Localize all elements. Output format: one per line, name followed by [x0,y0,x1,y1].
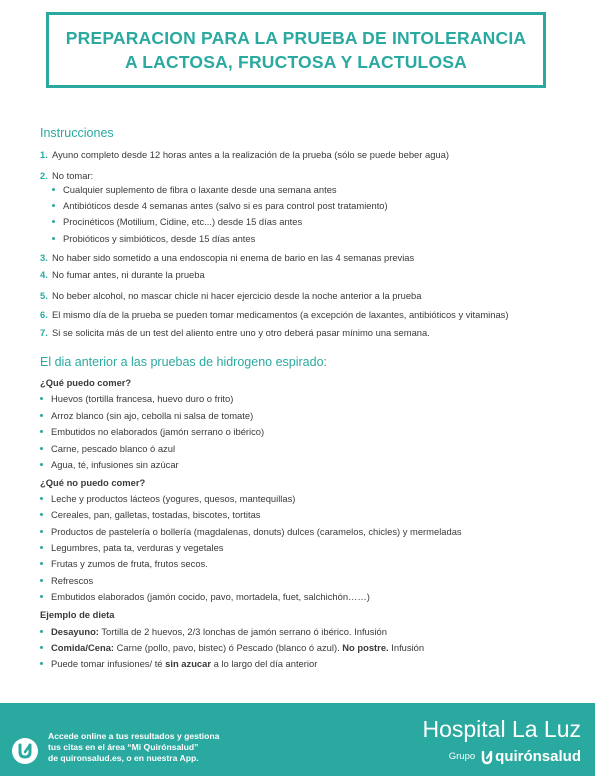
instructions-heading: Instrucciones [40,126,114,140]
can-eat-heading: ¿Qué puedo comer? [40,377,132,388]
group-brand: Grupo quirónsalud [448,748,581,765]
day-before-heading: El dia anterior a las pruebas de hidrogeno espirado: [40,355,327,369]
list-item: Comida/Cena: Carne (pollo, pavo, bistec) ó Pescado (blanco ó azul). No postre. Infusión [40,642,424,654]
list-item: Probióticos y simbióticos, desde 15 días antes [52,233,255,245]
instruction-item: 6. El mismo día de la prueba se pueden tomar medicamentos (a excepción de laxantes, antibióticos y vitaminas) [40,309,509,320]
list-item: Embutidos elaborados (jamón cocido, pavo, mortadela, fuet, salchichón……) [40,591,370,603]
list-item: Carne, pescado blanco ó azul [40,443,175,455]
list-item: Refrescos [40,575,93,587]
list-item: Frutas y zumos de fruta, frutos secos. [40,558,208,570]
title-line-2: A LACTOSA, FRUCTOSA Y LACTULOSA [125,52,467,72]
list-item: Cualquier suplemento de fibra o laxante desde una semana antes [52,184,337,196]
instruction-item: 3. No haber sido sometido a una endoscopia ni enema de bario en las 4 semanas previas [40,252,415,263]
title-line-1: PREPARACION PARA LA PRUEBA DE INTOLERANCIA [65,28,527,48]
list-item: Huevos (tortilla francesa, huevo duro o frito) [40,393,233,405]
title-box [46,12,546,88]
instruction-item: 5. No beber alcohol, no mascar chicle ni hacer ejercicio desde la noche anterior a la prueba [40,290,422,301]
cannot-eat-heading: ¿Qué no puedo comer? [40,477,146,488]
list-item: Leche y productos lácteos (yogures, quesos, mantequillas) [40,493,295,505]
list-item: Puede tomar infusiones/ té sin azucar a lo largo del día anterior [40,658,317,670]
instruction-item: 2. No tomar: [40,170,94,181]
list-item: Desayuno: Tortilla de 2 huevos, 2/3 lonchas de jamón serrano ó ibérico. Infusión [40,626,387,638]
list-item: Procinéticos (Motilium, Cidine, etc...) desde 15 días antes [52,216,302,228]
list-item: Legumbres, pata ta, verduras y vegetales [40,542,224,554]
list-item: Arroz blanco (sin ajo, cebolla ni salsa de tomate) [40,410,253,422]
instruction-item: 1. Ayuno completo desde 12 horas antes a la realización de la prueba (sólo se puede beber agua) [40,149,449,160]
quironsalud-brand-icon [481,751,493,765]
list-item: Antibióticos desde 4 semanas antes (salvo si es para control post tratamiento) [52,200,388,212]
list-item: Productos de pastelería o bollería (magdalenas, donuts) dulces (caramelos, chicles) y mermeladas [40,526,462,538]
list-item: Cereales, pan, galletas, tostadas, biscotes, tortitas [40,509,261,521]
quironsalud-logo-icon [12,738,38,764]
hospital-name: Hospital La Luz [422,716,581,742]
instruction-item: 7. Si se solicita más de un test del aliento entre uno y otro deberá pasar mínimo una semana. [40,327,430,338]
list-item: Embutidos no elaborados (jamón serrano o ibérico) [40,426,264,438]
diet-heading: Ejemplo de dieta [40,609,115,620]
instruction-item: 4. No fumar antes, ni durante la prueba [40,269,205,280]
list-item: Agua, té, infusiones sin azúcar [40,459,179,471]
footer-promo-text: Accede online a tus resultados y gestiona tus citas en el área “Mi Quirónsalud” de quironsalud.es, o en nuestra App. [48,731,220,763]
